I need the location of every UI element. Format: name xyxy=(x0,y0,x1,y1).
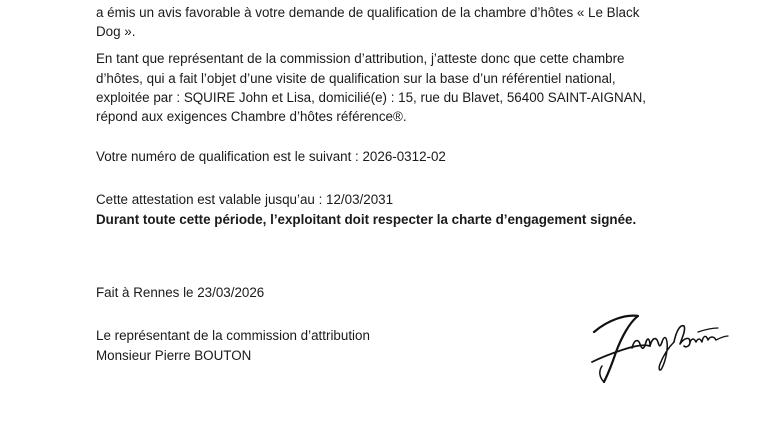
signatory-name: Monsieur Pierre BOUTON xyxy=(96,348,252,363)
paragraph-2-line-4: répond aux exigences Chambre d’hôtes référence®. xyxy=(96,109,407,124)
place-and-date: Fait à Rennes le 23/03/2026 xyxy=(96,285,265,300)
paragraph-2-line-2: d’hôtes, qui a fait l’objet d’une visite de qualification sur la base d’un référentiel national, xyxy=(96,71,616,86)
paragraph-1-line-2: Dog ». xyxy=(96,24,136,39)
obligation-statement: Durant toute cette période, l’exploitant doit respecter la charte d’engagement signée. xyxy=(96,212,637,227)
qualification-number: Votre numéro de qualification est le suivant : 2026-0312-02 xyxy=(96,149,446,164)
paragraph-2-line-3: exploitée par : SQUIRE John et Lisa, domicilié(e) : 15, rue du Blavet, 56400 SAINT-AIGNAN, xyxy=(96,90,647,105)
signatory-role: Le représentant de la commission d’attribution xyxy=(96,328,370,343)
paragraph-1-line-1: a émis un avis favorable à votre demande de qualification de la chambre d’hôtes « Le Black xyxy=(96,5,640,20)
paragraph-2-line-1: En tant que représentant de la commission d’attribution, j’atteste donc que cette chambre xyxy=(96,51,625,66)
handwritten-signature xyxy=(586,306,736,388)
validity-date: Cette attestation est valable jusqu’au : 12/03/2031 xyxy=(96,192,394,207)
